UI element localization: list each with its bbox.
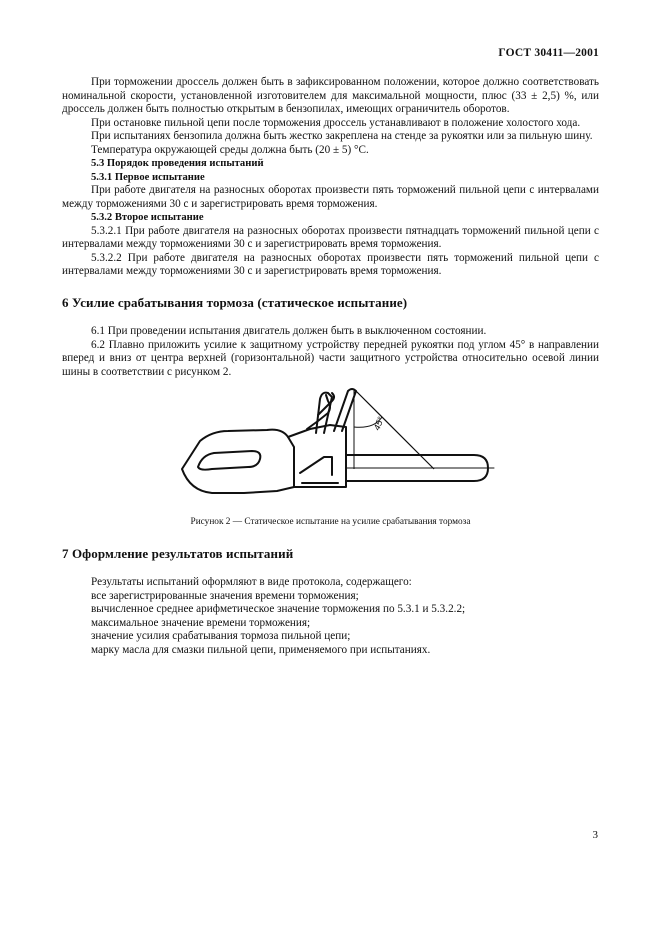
angle-label: 45° [371,415,386,432]
document-header: ГОСТ 30411—2001 [498,47,599,59]
hand-guard-upper [334,389,356,431]
chain-detail [300,457,332,475]
document-body [62,76,599,657]
page-number: 3 [592,829,598,841]
paragraph-6-1: 6.1 При проведении испытания двигатель должен быть в выключенном состоянии. [91,325,487,337]
paragraph-idle: При остановке пильной цепи после торможения дроссель устанавливают в положение холостого хода. [91,116,581,129]
paragraph-5-3-1: При работе двигателя на разносных оборотах произвести пять торможений пильной цепи с интервалами между торможениями 30 с и зарегистрировать время торможения. [62,184,599,210]
results-item: все зарегистрированные значения времени торможения; [91,589,359,602]
results-item: вычисленное среднее арифметическое значение торможения по 5.3.1 и 5.3.2.2; [91,603,466,615]
results-intro: Результаты испытаний оформляют в виде протокола, содержащего: [91,576,412,588]
subheading-5-3: 5.3 Порядок проведения испытаний [91,158,264,169]
paragraph-5-3-2-1: 5.3.2.1 При работе двигателя на разносных оборотах произвести пятнадцать торможений пильной цепи с интервалами между торможениями 30 с и зарегистрировать время торможения. [62,224,599,250]
figure-caption: Рисунок 2 — Статическое испытание на усилие срабатывания тормоза [190,517,471,527]
paragraph-temperature: Температура окружающей среды должна быть (20 ± 5) °С. [91,143,369,156]
subheading-5-3-1: 5.3.1 Первое испытание [91,171,205,183]
paragraph-6-2: 6.2 Плавно приложить усилие к защитному устройству передней рукоятки под углом 45° в направлении вперед и вниз от центра верхней (горизонтальной) части защитного устройства относительно осевой линии шины в соответствии с рисунком 2. [62,338,599,378]
section-7-title: 7 Оформление результатов испытаний [62,545,294,561]
paragraph-throttle: При торможении дроссель должен быть в зафиксированном положении, которое должно соответствовать номинальной скорости, установленной изготовителем для максимальной мощности, плюс (33 ± 2,5) %, или дроссель должен быть полностью открытым в бензопилах, имеющих ограничитель оборотов. [62,76,599,115]
chainsaw-diagram [62,387,599,513]
saw-body-outline [182,430,294,493]
paragraph-fixing: При испытаниях бензопила должна быть жестко закреплена на стенде за рукоятки или за пильную шину. [91,130,593,142]
results-item: значение усилия срабатывания тормоза пильной цепи; [91,630,351,642]
results-item: марку масла для смазки пильной цепи, применяемого при испытаниях. [91,643,431,656]
figure-2 [62,387,599,513]
rear-handle-slot [198,451,260,470]
sprocket-cover [288,425,346,487]
section-6-title: 6 Усилие срабатывания тормоза (статическое испытание) [62,294,408,310]
paragraph-5-3-2-2: 5.3.2.2 При работе двигателя на разносных оборотах произвести пять торможений пильной цепи с интервалами между торможениями 30 с и зарегистрировать время торможения. [62,251,599,277]
subheading-5-3-2: 5.3.2 Второе испытание [91,212,204,223]
results-item: максимальное значение времени торможения; [91,616,311,629]
